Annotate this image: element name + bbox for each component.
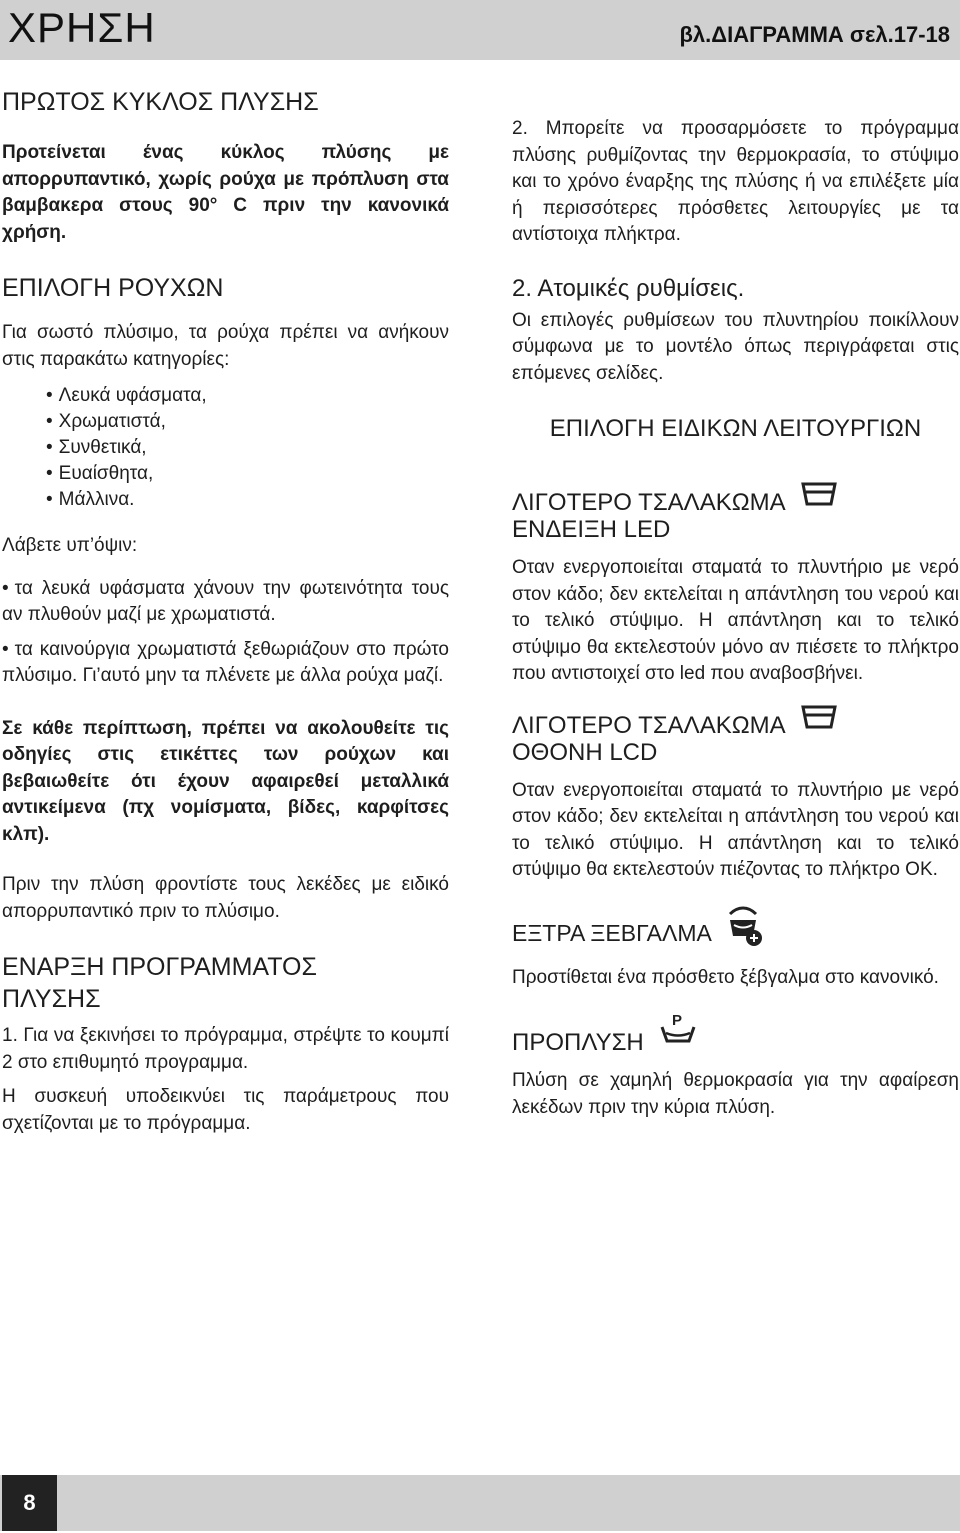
heading-line: ΠΛΥΣΗΣ	[2, 985, 101, 1013]
prewash-header	[512, 1012, 959, 1056]
step-1-text: 1. Για να ξεκινήσει το πρόγραμμα, στρέψτε το κουμπί 2 στο επιθυμητό προγραμμα.	[2, 1025, 449, 1073]
less-crease-lcd-heading	[512, 712, 786, 766]
step-2-text: 2. Μπορείτε να προσαρμόσετε το πρόγραμμα πλύσης ρυθμίζοντας την θερμοκρασία, το στύψιμο και το χρόνο έναρξης της πλύσης ή να επιλέξετε μία ή περισσότερες πρόσθετες λειτουργίες με τα αντίστοιχα πλήκτρα.	[512, 118, 959, 245]
heading-line: ΕΝΔΕΙΞΗ LED	[512, 516, 671, 543]
note-whites: • τα λευκά υφάσματα χάνουν την φωτεινότητα τους αν πλυθούν μαζί με χρωματιστά.	[2, 576, 449, 629]
diagram-reference: βλ.ΔΙΑΓΡΑΜΜΑ σελ.17-18	[679, 22, 950, 47]
page-title: ΧΡΗΣΗ	[8, 4, 156, 51]
personal-settings-heading: 2. Ατομικές ρυθμίσεις.	[512, 274, 745, 302]
left-column	[2, 86, 449, 1137]
note-label: Λάβετε υπ’όψιν:	[2, 535, 138, 556]
laundry-categories-list	[2, 383, 449, 513]
heading-line: ΛΙΓΟΤΕΡΟ ΤΣΑΛΑΚΩΜΑ	[512, 489, 786, 516]
heading-line: ΕΝΑΡΞΗ ΠΡΟΓΡΑΜΜΑΤΟΣ	[2, 953, 317, 981]
laundry-selection-heading: ΕΠΙΛΟΓΗ ΡΟΥΧΩΝ	[2, 274, 224, 302]
list-item: • Μάλλινα.	[46, 487, 449, 513]
warning-text: Σε κάθε περίπτωση, πρέπει να ακολουθείτε τις οδηγίες στις ετικέττες των ρούχων και βεβαιωθείτε ότι έχουν αφαιρεθεί μεταλλικά αντικείμενα (πχ νομίσματα, βίδες, καρφίτσες κλπ).	[2, 717, 449, 845]
laundry-selection-intro: Για σωστό πλύσιμο, τα ρούχα πρέπει να ανήκουν στις παρακάτω κατηγορίες:	[2, 322, 449, 370]
extra-rinse-header	[512, 906, 959, 953]
first-wash-text: Προτείνεται ένας κύκλος πλύσης με απορρυπαντικό, χωρίς ρούχα με πρόπλυση στα βαμβακερα στους 90° C πριν την κανονικά χρήση.	[2, 142, 449, 243]
prewash-heading: ΠΡΟΠΛΥΣΗ	[512, 1029, 644, 1056]
less-crease-led-header	[512, 489, 959, 543]
prewash-icon-letter: P	[671, 1012, 682, 1029]
footer-bar	[0, 1475, 960, 1531]
less-crease-led-text: Οταν ενεργοποιείται σταματά το πλυντήριο με νερό στον κάδο; δεν εκτελείται η απάντληση του νερού και το τελικό στύψιμο. Η απάντληση και το τελικό στύψιμο θα εκτελεστούν μόνο αν πιέσετε το πλήκτρο που αντιστοιχεί στο led που αναβοσβήνει.	[512, 557, 959, 684]
tub-with-water-icon	[800, 481, 838, 512]
program-start-heading	[2, 951, 449, 1015]
list-item: • Συνθετικά,	[46, 435, 449, 461]
less-crease-lcd-text: Οταν ενεργοποιείται σταματά το πλυντήριο με νερό στον κάδο; δεν εκτελείται η απάντληση του νερού και το τελικό στύψιμο. Η απάντληση και το τελικό στύψιμο θα εκτελεστούν πιέζοντας το πλήκτρο OK.	[512, 779, 959, 880]
extra-rinse-heading: ΕΞΤΡΑ ΞΕΒΓΑΛΜΑ	[512, 919, 712, 946]
heading-line: ΟΘΟΝΗ LCD	[512, 738, 658, 766]
less-crease-led-heading	[512, 489, 786, 543]
tub-with-water-icon	[800, 704, 838, 735]
heading-line: ΛΙΓΟΤΕΡΟ ΤΣΑΛΑΚΩΜΑ	[512, 711, 786, 739]
personal-settings-text: Οι επιλογές ρυθμίσεων του πλυντηρίου ποικίλλουν σύμφωνα με το μοντέλο όπως περιγράφεται στις επόμενες σελίδες.	[512, 309, 959, 384]
stains-text: Πριν την πλύση φροντίστε τους λεκέδες με ειδικό απορρυπαντικό πριν το πλύσιμο.	[2, 874, 449, 922]
extra-rinse-icon	[726, 900, 766, 953]
prewash-icon	[658, 1011, 698, 1050]
display-note-text: Η συσκευή υποδεικνύει τις παράμετρους που σχετίζονται με το πρόγραμμα.	[2, 1086, 449, 1134]
list-item: • Λευκά υφάσματα,	[46, 383, 449, 409]
right-column	[512, 116, 959, 1121]
list-item: • Χρωματιστά,	[46, 409, 449, 435]
prewash-text: Πλύση σε χαμηλή θερμοκρασία για την αφαίρεση λεκέδων πριν την κύρια πλύση.	[512, 1070, 959, 1118]
less-crease-lcd-header	[512, 712, 959, 766]
extra-rinse-text: Προστίθεται ένα πρόσθετο ξέβγαλμα στο κανονικό.	[512, 966, 939, 988]
list-item: • Ευαίσθητα,	[46, 461, 449, 487]
special-functions-heading: ΕΠΙΛΟΓΗ ΕΙΔΙΚΩΝ ΛΕΙΤΟΥΡΓΙΩΝ	[549, 415, 922, 442]
first-wash-heading: ΠΡΩΤΟΣ ΚΥΚΛΟΣ ΠΛΥΣΗΣ	[2, 88, 319, 116]
note-new-colors: • τα καινούργια χρωματιστά ξεθωριάζουν στο πρώτο πλύσιμο. Γι’αυτό μην τα πλένετε με άλλα ρούχα μαζί.	[2, 637, 449, 690]
page-number: 8	[2, 1475, 57, 1531]
